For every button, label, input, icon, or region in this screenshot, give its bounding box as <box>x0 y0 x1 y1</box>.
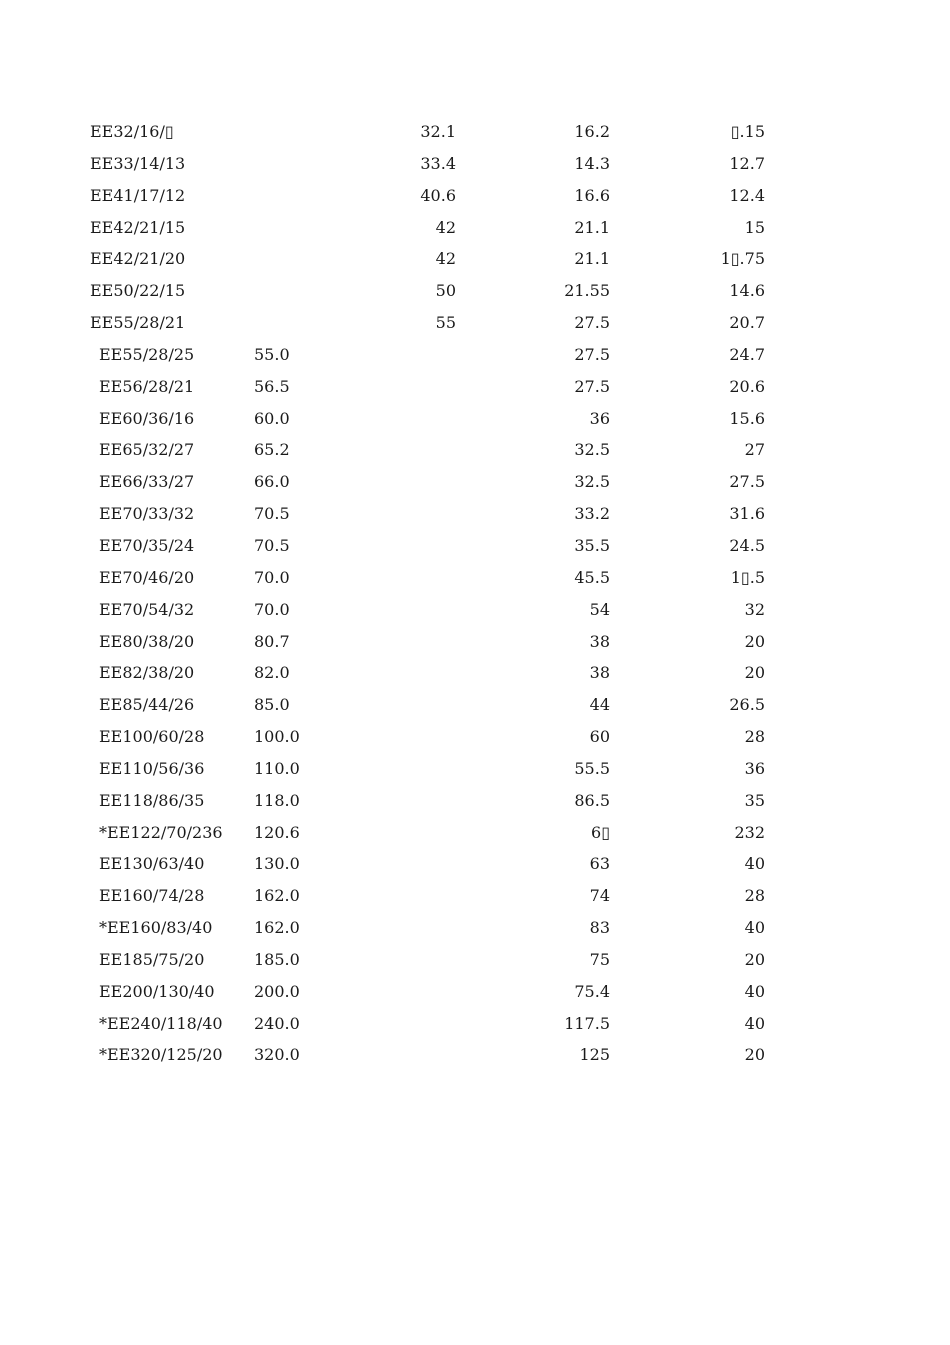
dimension-b-cell: 6▯ <box>591 822 610 842</box>
dimension-b-cell: 83 <box>589 918 610 938</box>
part-number-cell: EE42/21/15 <box>90 217 186 237</box>
table-row <box>0 403 950 435</box>
dimension-a-cell: 70.0 <box>254 599 290 619</box>
dimension-b-cell: 38 <box>589 631 610 651</box>
dimension-b-cell: 16.6 <box>574 185 610 205</box>
table-row <box>0 498 950 530</box>
part-number-cell: EE160/74/28 <box>99 886 205 906</box>
part-number-cell: EE60/36/16 <box>99 408 195 428</box>
dimension-b-cell: 36 <box>589 408 610 428</box>
part-number-cell: EE33/14/13 <box>90 153 186 173</box>
dimension-a-cell: 42 <box>435 249 456 269</box>
table-row <box>0 912 950 944</box>
table-row <box>0 944 950 976</box>
part-number-cell: EE70/33/32 <box>99 504 195 524</box>
part-number-cell: EE41/17/12 <box>90 185 186 205</box>
table-row <box>0 307 950 339</box>
dimension-a-cell: 110.0 <box>254 758 300 778</box>
dimension-c-cell: 28 <box>744 727 765 747</box>
dimension-c-cell: 15.6 <box>729 408 765 428</box>
table-row <box>0 753 950 785</box>
part-number-cell: *EE160/83/40 <box>99 918 213 938</box>
table-row <box>0 212 950 244</box>
part-number-cell: EE82/38/20 <box>99 663 195 683</box>
table-row <box>0 180 950 212</box>
part-number-cell: EE66/33/27 <box>99 472 195 492</box>
dimension-a-cell: 85.0 <box>254 695 290 715</box>
dimension-c-cell: 1▯.5 <box>730 567 765 587</box>
dimension-b-cell: 45.5 <box>574 567 610 587</box>
dimension-c-cell: 40 <box>744 918 765 938</box>
table-row <box>0 1039 950 1071</box>
table-row <box>0 817 950 849</box>
dimension-a-cell: 118.0 <box>254 790 300 810</box>
dimension-b-cell: 44 <box>589 695 610 715</box>
part-number-cell: EE70/35/24 <box>99 535 195 555</box>
table-row <box>0 721 950 753</box>
part-number-cell: EE32/16/▯ <box>90 122 174 141</box>
dimension-b-cell: 21.1 <box>574 249 610 269</box>
dimension-a-cell: 82.0 <box>254 663 290 683</box>
dimension-b-cell: 21.1 <box>574 217 610 237</box>
table-row <box>0 434 950 466</box>
table-row <box>0 116 950 148</box>
dimension-c-cell: 36 <box>744 758 765 778</box>
dimension-b-cell: 27.5 <box>574 313 610 333</box>
dimension-c-cell: 20 <box>744 663 765 683</box>
dimension-b-cell: 35.5 <box>574 535 610 555</box>
dimension-a-cell: 65.2 <box>254 440 290 460</box>
dimension-b-cell: 27.5 <box>574 376 610 396</box>
dimension-c-cell: 40 <box>744 981 765 1001</box>
part-number-cell: EE42/21/20 <box>90 249 186 269</box>
dimension-b-cell: 54 <box>589 599 610 619</box>
dimension-a-cell: 185.0 <box>254 949 300 969</box>
dimension-b-cell: 38 <box>589 663 610 683</box>
dimension-a-cell: 70.0 <box>254 567 290 587</box>
table-row <box>0 148 950 180</box>
table-row <box>0 339 950 371</box>
part-number-cell: EE70/46/20 <box>99 567 195 587</box>
part-number-cell: EE70/54/32 <box>99 599 195 619</box>
dimension-b-cell: 32.5 <box>574 440 610 460</box>
dimension-a-cell: 32.1 <box>420 122 456 141</box>
dimension-c-cell: 12.7 <box>729 153 765 173</box>
dimension-a-cell: 70.5 <box>254 535 290 555</box>
dimension-c-cell: 232 <box>734 822 765 842</box>
dimension-c-cell: 27 <box>744 440 765 460</box>
dimension-a-cell: 240.0 <box>254 1013 300 1033</box>
dimension-b-cell: 33.2 <box>574 504 610 524</box>
dimension-c-cell: 40 <box>744 1013 765 1033</box>
dimension-c-cell: 24.5 <box>729 535 765 555</box>
dimension-c-cell: 31.6 <box>729 504 765 524</box>
dimension-b-cell: 60 <box>589 727 610 747</box>
dimension-c-cell: 14.6 <box>729 281 765 301</box>
dimension-a-cell: 80.7 <box>254 631 290 651</box>
dimension-a-cell: 100.0 <box>254 727 300 747</box>
part-number-cell: EE200/130/40 <box>99 981 215 1001</box>
dimension-b-cell: 16.2 <box>574 122 610 141</box>
dimension-c-cell: 12.4 <box>729 185 765 205</box>
dimension-a-cell: 56.5 <box>254 376 290 396</box>
dimension-c-cell: 20.6 <box>729 376 765 396</box>
dimension-b-cell: 14.3 <box>574 153 610 173</box>
dimension-a-cell: 42 <box>435 217 456 237</box>
table-row <box>0 976 950 1008</box>
dimension-a-cell: 40.6 <box>420 185 456 205</box>
dimension-b-cell: 86.5 <box>574 790 610 810</box>
part-number-cell: *EE320/125/20 <box>99 1045 223 1065</box>
table-row <box>0 626 950 658</box>
part-number-cell: EE55/28/21 <box>90 313 186 333</box>
dimension-b-cell: 75 <box>589 949 610 969</box>
part-number-cell: *EE240/118/40 <box>99 1013 223 1033</box>
dimension-c-cell: 20.7 <box>729 313 765 333</box>
dimension-c-cell: 20 <box>744 631 765 651</box>
dimension-c-cell: ▯.15 <box>730 122 765 141</box>
dimension-c-cell: 20 <box>744 949 765 969</box>
dimension-a-cell: 320.0 <box>254 1045 300 1065</box>
dimension-a-cell: 162.0 <box>254 886 300 906</box>
dimension-b-cell: 21.55 <box>564 281 610 301</box>
table-row <box>0 562 950 594</box>
table-row <box>0 848 950 880</box>
part-number-cell: *EE122/70/236 <box>99 822 223 842</box>
dimension-c-cell: 15 <box>744 217 765 237</box>
dimension-b-cell: 74 <box>589 886 610 906</box>
part-number-cell: EE85/44/26 <box>99 695 195 715</box>
table-row <box>0 880 950 912</box>
dimension-c-cell: 35 <box>744 790 765 810</box>
part-number-cell: EE130/63/40 <box>99 854 205 874</box>
dimension-b-cell: 55.5 <box>574 758 610 778</box>
dimension-c-cell: 20 <box>744 1045 765 1065</box>
dimension-a-cell: 55.0 <box>254 344 290 364</box>
table-row <box>0 371 950 403</box>
part-number-cell: EE56/28/21 <box>99 376 195 396</box>
table-row <box>0 594 950 626</box>
dimension-a-cell: 162.0 <box>254 918 300 938</box>
dimension-b-cell: 117.5 <box>564 1013 610 1033</box>
part-number-cell: EE50/22/15 <box>90 281 186 301</box>
dimension-a-cell: 120.6 <box>254 822 300 842</box>
table-row <box>0 785 950 817</box>
dimension-b-cell: 63 <box>589 854 610 874</box>
dimension-a-cell: 55 <box>435 313 456 333</box>
dimension-a-cell: 66.0 <box>254 472 290 492</box>
dimension-c-cell: 40 <box>744 854 765 874</box>
dimension-a-cell: 50 <box>435 281 456 301</box>
dimension-b-cell: 125 <box>579 1045 610 1065</box>
dimension-c-cell: 24.7 <box>729 344 765 364</box>
table-row <box>0 243 950 275</box>
table-row <box>0 275 950 307</box>
dimension-c-cell: 1▯.75 <box>720 249 765 269</box>
table-row <box>0 530 950 562</box>
dimension-b-cell: 32.5 <box>574 472 610 492</box>
part-number-cell: EE110/56/36 <box>99 758 205 778</box>
dimension-c-cell: 28 <box>744 886 765 906</box>
dimension-c-cell: 26.5 <box>729 695 765 715</box>
dimension-a-cell: 33.4 <box>420 153 456 173</box>
table-row <box>0 657 950 689</box>
part-number-cell: EE118/86/35 <box>99 790 205 810</box>
table-row <box>0 466 950 498</box>
dimension-c-cell: 27.5 <box>729 472 765 492</box>
part-number-cell: EE80/38/20 <box>99 631 195 651</box>
dimension-b-cell: 75.4 <box>574 981 610 1001</box>
dimension-a-cell: 60.0 <box>254 408 290 428</box>
part-number-cell: EE65/32/27 <box>99 440 195 460</box>
part-number-cell: EE100/60/28 <box>99 727 205 747</box>
dimension-a-cell: 70.5 <box>254 504 290 524</box>
part-number-cell: EE55/28/25 <box>99 344 195 364</box>
dimension-b-cell: 27.5 <box>574 344 610 364</box>
dimension-c-cell: 32 <box>744 599 765 619</box>
dimension-a-cell: 130.0 <box>254 854 300 874</box>
part-number-cell: EE185/75/20 <box>99 949 205 969</box>
table-row <box>0 1008 950 1040</box>
dimension-a-cell: 200.0 <box>254 981 300 1001</box>
core-dimension-table <box>0 116 950 1071</box>
table-row <box>0 689 950 721</box>
